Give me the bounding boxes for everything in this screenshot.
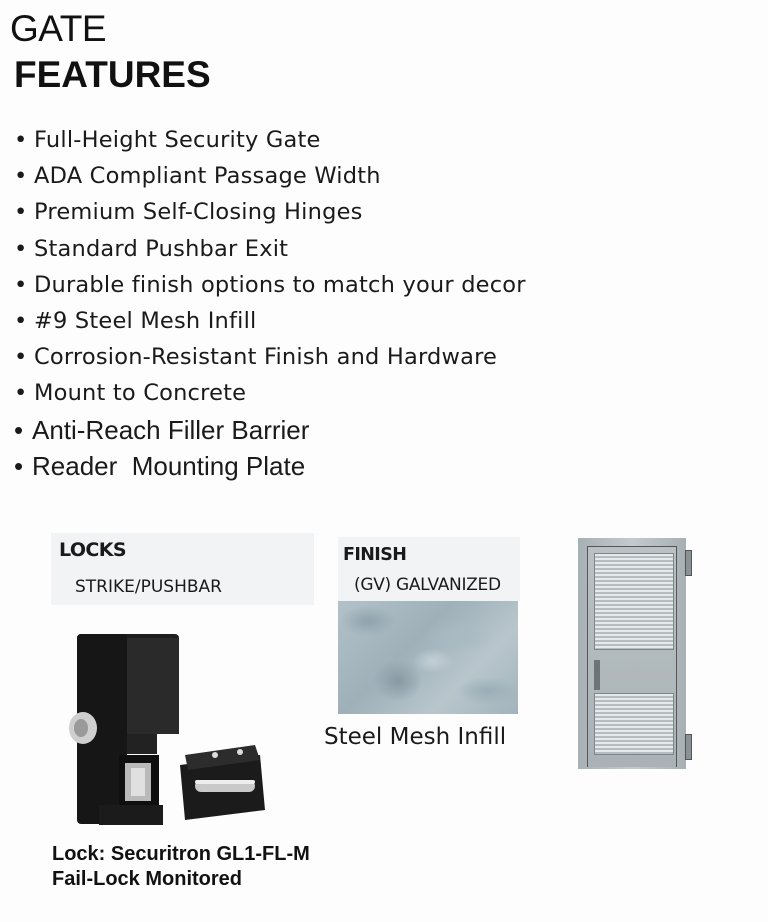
bullet-icon: • [14, 235, 28, 262]
bullet-icon: • [14, 127, 28, 153]
infill-label: Steel Mesh Infill [324, 724, 507, 750]
lock-description: Fail-Lock Monitored [52, 868, 242, 890]
mesh-panel-top [594, 553, 674, 650]
bullet-icon: • [14, 271, 28, 298]
lock-image [55, 620, 275, 830]
feature-item: • Standard Pushbar Exit [14, 233, 526, 269]
feature-item: • #9 Steel Mesh Infill [14, 305, 526, 341]
title-features: FEATURES [14, 54, 211, 95]
finish-panel [338, 537, 520, 601]
feature-item: • Premium Self-Closing Hinges [14, 196, 526, 232]
bullet-icon: • [14, 414, 24, 445]
hinge-icon [685, 550, 692, 576]
mesh-panel-bottom [594, 693, 674, 755]
locks-panel [51, 533, 314, 605]
bullet-icon: • [14, 199, 28, 226]
hinge-icon [685, 734, 692, 760]
title-gate: GATE [10, 8, 106, 49]
feature-item: • Full-Height Security Gate [14, 124, 526, 160]
feature-list [14, 124, 526, 486]
finish-option: (GV) GALVANIZED [354, 575, 501, 595]
lock-caption [52, 842, 310, 892]
lock-model: Lock: Securitron GL1-FL-M [52, 843, 310, 865]
feature-item: • Anti-Reach Filler Barrier [14, 414, 310, 445]
locks-type: STRIKE/PUSHBAR [75, 577, 222, 597]
door-handle-icon [594, 660, 600, 690]
bullet-icon: • [14, 163, 28, 190]
bullet-icon: • [14, 307, 28, 334]
galvanized-swatch [338, 601, 518, 714]
gate-door-panel [587, 546, 677, 767]
locks-title: LOCKS [59, 539, 126, 561]
feature-item: • Mount to Concrete [14, 377, 526, 413]
feature-item: • ADA Compliant Passage Width [14, 160, 526, 196]
feature-item: • Reader Mounting Plate [14, 450, 306, 481]
bullet-icon: • [14, 450, 24, 481]
bullet-icon: • [14, 380, 28, 407]
finish-title: FINISH [343, 545, 407, 565]
bullet-icon: • [14, 344, 28, 371]
feature-item: • Durable finish options to match your decor [14, 269, 526, 305]
gate-image [578, 538, 686, 769]
feature-item: • Corrosion-Resistant Finish and Hardware [14, 341, 526, 377]
